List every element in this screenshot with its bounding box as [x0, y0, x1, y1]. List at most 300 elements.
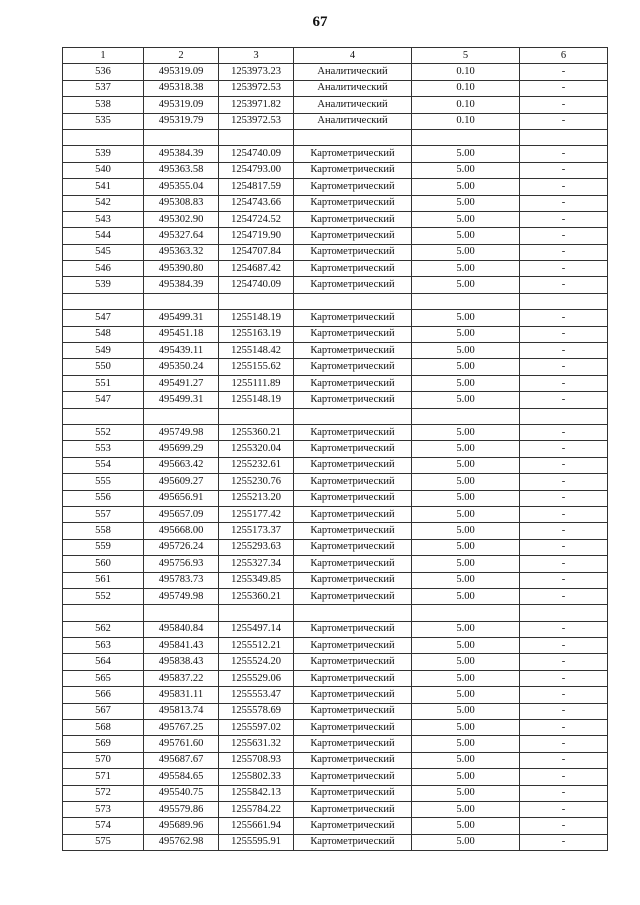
table-cell: [412, 293, 520, 309]
table-cell: 1255595.91: [219, 834, 294, 850]
table-cell: 5.00: [412, 818, 520, 834]
table-cell: Картометрический: [294, 474, 412, 490]
table-cell: 495749.98: [144, 424, 219, 440]
table-row: [63, 801, 608, 817]
table-cell: 5.00: [412, 654, 520, 670]
table-cell: 1255173.37: [219, 523, 294, 539]
coordinates-table: [62, 47, 608, 851]
table-header-row: [63, 48, 608, 64]
table-cell: Аналитический: [294, 64, 412, 80]
table-cell: 571: [63, 769, 144, 785]
table-cell: -: [520, 703, 608, 719]
table-row: [63, 359, 608, 375]
table-cell: -: [520, 506, 608, 522]
table-row: [63, 424, 608, 440]
table-cell: Картометрический: [294, 179, 412, 195]
table-cell: -: [520, 310, 608, 326]
table-cell: 495319.79: [144, 113, 219, 129]
table-row: [63, 539, 608, 555]
table-cell: 552: [63, 588, 144, 604]
column-header: 1: [63, 48, 144, 64]
table-cell: Картометрический: [294, 195, 412, 211]
table-cell: 495355.04: [144, 179, 219, 195]
table-cell: 538: [63, 97, 144, 113]
table-cell: 5.00: [412, 801, 520, 817]
table-cell: 495390.80: [144, 261, 219, 277]
table-cell: -: [520, 736, 608, 752]
table-cell: 495579.86: [144, 801, 219, 817]
column-header: 3: [219, 48, 294, 64]
table-cell: Аналитический: [294, 97, 412, 113]
table-cell: -: [520, 146, 608, 162]
table-cell: [219, 408, 294, 424]
table-cell: Картометрический: [294, 818, 412, 834]
table-cell: 495841.43: [144, 638, 219, 654]
table-cell: -: [520, 228, 608, 244]
table-cell: 557: [63, 506, 144, 522]
table-cell: -: [520, 80, 608, 96]
table-cell: 5.00: [412, 244, 520, 260]
table-cell: -: [520, 752, 608, 768]
table-cell: -: [520, 64, 608, 80]
table-cell: 566: [63, 687, 144, 703]
table-cell: 1255497.14: [219, 621, 294, 637]
table-row: [63, 474, 608, 490]
table-cell: [294, 408, 412, 424]
table-row: [63, 64, 608, 80]
table-cell: Картометрический: [294, 228, 412, 244]
table-cell: 495499.31: [144, 392, 219, 408]
table-cell: 1255232.61: [219, 457, 294, 473]
table-cell: -: [520, 818, 608, 834]
table-cell: 5.00: [412, 359, 520, 375]
table-row: [63, 195, 608, 211]
table-cell: Картометрический: [294, 162, 412, 178]
table-cell: 535: [63, 113, 144, 129]
table-cell: [144, 605, 219, 621]
table-row: [63, 211, 608, 227]
table-cell: 559: [63, 539, 144, 555]
table-cell: 495840.84: [144, 621, 219, 637]
table-cell: 495831.11: [144, 687, 219, 703]
table-cell: Аналитический: [294, 80, 412, 96]
table-cell: 495350.24: [144, 359, 219, 375]
table-cell: [520, 408, 608, 424]
table-cell: 495384.39: [144, 146, 219, 162]
table-cell: 568: [63, 720, 144, 736]
table-cell: 562: [63, 621, 144, 637]
table-cell: 547: [63, 392, 144, 408]
table-cell: [412, 129, 520, 145]
table-cell: 495756.93: [144, 556, 219, 572]
table-cell: 1254793.00: [219, 162, 294, 178]
table-cell: 495838.43: [144, 654, 219, 670]
table-cell: -: [520, 343, 608, 359]
table-cell: Картометрический: [294, 310, 412, 326]
table-cell: 541: [63, 179, 144, 195]
table-cell: -: [520, 375, 608, 391]
table-cell: 1254740.09: [219, 146, 294, 162]
table-cell: 539: [63, 277, 144, 293]
table-row: [63, 638, 608, 654]
page-number: 67: [312, 14, 328, 30]
table-cell: 495384.39: [144, 277, 219, 293]
table-cell: -: [520, 457, 608, 473]
table-row: [63, 818, 608, 834]
table-cell: 495749.98: [144, 588, 219, 604]
table-cell: Картометрический: [294, 769, 412, 785]
table-cell: 552: [63, 424, 144, 440]
table-cell: Картометрический: [294, 736, 412, 752]
table-cell: 495363.32: [144, 244, 219, 260]
table-cell: Картометрический: [294, 326, 412, 342]
table-cell: 574: [63, 818, 144, 834]
table-cell: Картометрический: [294, 375, 412, 391]
table-cell: 495663.42: [144, 457, 219, 473]
table-cell: Картометрический: [294, 244, 412, 260]
table-row: [63, 621, 608, 637]
table-cell: 0.10: [412, 80, 520, 96]
table-cell: 495540.75: [144, 785, 219, 801]
table-cell: 5.00: [412, 506, 520, 522]
table-cell: Картометрический: [294, 834, 412, 850]
table-cell: 544: [63, 228, 144, 244]
table-cell: [63, 129, 144, 145]
table-cell: 5.00: [412, 261, 520, 277]
table-cell: 5.00: [412, 556, 520, 572]
table-cell: 1255360.21: [219, 424, 294, 440]
table-cell: 551: [63, 375, 144, 391]
table-cell: 558: [63, 523, 144, 539]
table-cell: Картометрический: [294, 539, 412, 555]
table-cell: -: [520, 556, 608, 572]
table-cell: 495656.91: [144, 490, 219, 506]
table-body: [63, 64, 608, 851]
table-cell: 5.00: [412, 752, 520, 768]
table-cell: [63, 605, 144, 621]
table-cell: [63, 408, 144, 424]
table-cell: -: [520, 392, 608, 408]
table-cell: 1255213.20: [219, 490, 294, 506]
table-cell: 540: [63, 162, 144, 178]
table-row: [63, 277, 608, 293]
table-cell: 495767.25: [144, 720, 219, 736]
table-cell: 495657.09: [144, 506, 219, 522]
table-row: [63, 179, 608, 195]
table-row: [63, 80, 608, 96]
table-cell: Картометрический: [294, 490, 412, 506]
table-row: [63, 556, 608, 572]
table-cell: 5.00: [412, 588, 520, 604]
table-cell: 1254724.52: [219, 211, 294, 227]
table-cell: Картометрический: [294, 621, 412, 637]
table-cell: -: [520, 277, 608, 293]
table-cell: 570: [63, 752, 144, 768]
table-row: [63, 244, 608, 260]
table-cell: 1255349.85: [219, 572, 294, 588]
table-cell: Картометрический: [294, 556, 412, 572]
column-header: 2: [144, 48, 219, 64]
table-cell: [520, 293, 608, 309]
table-row: [63, 687, 608, 703]
table-cell: 549: [63, 343, 144, 359]
table-cell: 542: [63, 195, 144, 211]
table-row: [63, 228, 608, 244]
column-header: 4: [294, 48, 412, 64]
table-cell: Картометрический: [294, 457, 412, 473]
table-cell: 5.00: [412, 474, 520, 490]
table-cell: 5.00: [412, 211, 520, 227]
table-cell: 5.00: [412, 703, 520, 719]
table-cell: -: [520, 720, 608, 736]
table-cell: 1255360.21: [219, 588, 294, 604]
table-cell: Картометрический: [294, 703, 412, 719]
table-cell: 5.00: [412, 523, 520, 539]
table-cell: Картометрический: [294, 572, 412, 588]
table-row: [63, 457, 608, 473]
table-cell: [144, 293, 219, 309]
table-cell: 556: [63, 490, 144, 506]
table-cell: 548: [63, 326, 144, 342]
table-cell: 0.10: [412, 113, 520, 129]
table-cell: -: [520, 638, 608, 654]
table-row: [63, 97, 608, 113]
table-cell: 567: [63, 703, 144, 719]
table-cell: 495439.11: [144, 343, 219, 359]
table-cell: -: [520, 572, 608, 588]
table-cell: 5.00: [412, 490, 520, 506]
table-cell: -: [520, 785, 608, 801]
table-row: [63, 146, 608, 162]
table-cell: 563: [63, 638, 144, 654]
table-cell: -: [520, 211, 608, 227]
separator-row: [63, 408, 608, 424]
table-cell: 495319.09: [144, 97, 219, 113]
table-cell: 1255597.02: [219, 720, 294, 736]
table-cell: 495319.09: [144, 64, 219, 80]
table-cell: 560: [63, 556, 144, 572]
table-cell: Картометрический: [294, 146, 412, 162]
table-cell: 495363.58: [144, 162, 219, 178]
table-row: [63, 162, 608, 178]
table-cell: -: [520, 687, 608, 703]
table-cell: Картометрический: [294, 638, 412, 654]
table-row: [63, 343, 608, 359]
table-cell: 5.00: [412, 834, 520, 850]
table-cell: 543: [63, 211, 144, 227]
table-cell: 1255553.47: [219, 687, 294, 703]
separator-row: [63, 129, 608, 145]
table-cell: 495584.65: [144, 769, 219, 785]
table-cell: Картометрический: [294, 588, 412, 604]
table-cell: 1255842.13: [219, 785, 294, 801]
table-cell: 547: [63, 310, 144, 326]
table-cell: 5.00: [412, 638, 520, 654]
table-cell: [412, 408, 520, 424]
table-row: [63, 506, 608, 522]
table-cell: 5.00: [412, 769, 520, 785]
table-cell: 1255177.42: [219, 506, 294, 522]
separator-row: [63, 605, 608, 621]
table-cell: 546: [63, 261, 144, 277]
table-cell: 495302.90: [144, 211, 219, 227]
table-cell: 5.00: [412, 670, 520, 686]
table-cell: 495451.18: [144, 326, 219, 342]
table-cell: 564: [63, 654, 144, 670]
table-cell: 1255155.62: [219, 359, 294, 375]
table-cell: 537: [63, 80, 144, 96]
table-cell: 5.00: [412, 343, 520, 359]
table-cell: 1255524.20: [219, 654, 294, 670]
table-cell: 495762.98: [144, 834, 219, 850]
table-row: [63, 326, 608, 342]
table-cell: -: [520, 261, 608, 277]
table-cell: 1255230.76: [219, 474, 294, 490]
table-cell: 1253972.53: [219, 80, 294, 96]
table-cell: 5.00: [412, 572, 520, 588]
table-cell: -: [520, 424, 608, 440]
table-cell: Картометрический: [294, 392, 412, 408]
table-row: [63, 736, 608, 752]
table-cell: 0.10: [412, 64, 520, 80]
table-cell: Картометрический: [294, 523, 412, 539]
table-cell: Картометрический: [294, 785, 412, 801]
table-cell: 5.00: [412, 720, 520, 736]
table-cell: -: [520, 834, 608, 850]
table-cell: 1255163.19: [219, 326, 294, 342]
table-cell: -: [520, 179, 608, 195]
table-cell: 550: [63, 359, 144, 375]
table-cell: 495491.27: [144, 375, 219, 391]
table-cell: 1255111.89: [219, 375, 294, 391]
table-cell: Картометрический: [294, 654, 412, 670]
table-cell: [63, 293, 144, 309]
table-cell: 1255802.33: [219, 769, 294, 785]
table-cell: Аналитический: [294, 113, 412, 129]
table-cell: Картометрический: [294, 277, 412, 293]
table-cell: Картометрический: [294, 424, 412, 440]
table-cell: 495318.38: [144, 80, 219, 96]
table-cell: 495813.74: [144, 703, 219, 719]
table-cell: 1253972.53: [219, 113, 294, 129]
table-cell: Картометрический: [294, 441, 412, 457]
table-cell: [520, 605, 608, 621]
table-cell: -: [520, 801, 608, 817]
table-cell: [412, 605, 520, 621]
table-cell: Картометрический: [294, 261, 412, 277]
table-cell: -: [520, 326, 608, 342]
table-cell: [144, 408, 219, 424]
table-cell: 1255784.22: [219, 801, 294, 817]
table-cell: 1254817.59: [219, 179, 294, 195]
table-cell: 545: [63, 244, 144, 260]
table-cell: -: [520, 97, 608, 113]
table-cell: 539: [63, 146, 144, 162]
table-cell: Картометрический: [294, 801, 412, 817]
table-cell: -: [520, 670, 608, 686]
table-row: [63, 523, 608, 539]
table-cell: [294, 129, 412, 145]
table-cell: 5.00: [412, 375, 520, 391]
table-cell: 5.00: [412, 785, 520, 801]
table-row: [63, 572, 608, 588]
table-cell: 5.00: [412, 195, 520, 211]
table-row: [63, 654, 608, 670]
table-cell: [294, 293, 412, 309]
table-cell: 495609.27: [144, 474, 219, 490]
table-cell: Картометрический: [294, 720, 412, 736]
table-cell: 1255631.32: [219, 736, 294, 752]
table-row: [63, 720, 608, 736]
table-cell: 1255148.19: [219, 392, 294, 408]
table-cell: 5.00: [412, 457, 520, 473]
table-row: [63, 752, 608, 768]
table-cell: 495783.73: [144, 572, 219, 588]
table-cell: [219, 293, 294, 309]
table-cell: 5.00: [412, 310, 520, 326]
table-cell: 495687.67: [144, 752, 219, 768]
table-cell: 1255148.42: [219, 343, 294, 359]
table-cell: -: [520, 769, 608, 785]
table-cell: -: [520, 359, 608, 375]
table-cell: -: [520, 490, 608, 506]
table-cell: 1255529.06: [219, 670, 294, 686]
table-row: [63, 834, 608, 850]
table-cell: 5.00: [412, 326, 520, 342]
table-cell: 1255148.19: [219, 310, 294, 326]
table-cell: Картометрический: [294, 670, 412, 686]
table-row: [63, 310, 608, 326]
table-row: [63, 490, 608, 506]
table-cell: [219, 605, 294, 621]
table-cell: 1255320.04: [219, 441, 294, 457]
table-cell: 0.10: [412, 97, 520, 113]
table-cell: -: [520, 588, 608, 604]
table-cell: -: [520, 244, 608, 260]
table-cell: 5.00: [412, 228, 520, 244]
table-cell: 495761.60: [144, 736, 219, 752]
table-cell: 1253971.82: [219, 97, 294, 113]
column-header: 6: [520, 48, 608, 64]
table-cell: -: [520, 539, 608, 555]
table-cell: 5.00: [412, 621, 520, 637]
table-cell: 495499.31: [144, 310, 219, 326]
table-cell: 565: [63, 670, 144, 686]
table-cell: [520, 129, 608, 145]
table-cell: 1254707.84: [219, 244, 294, 260]
table-cell: Картометрический: [294, 506, 412, 522]
table-row: [63, 392, 608, 408]
table-cell: [219, 129, 294, 145]
table-row: [63, 670, 608, 686]
table-cell: 495327.64: [144, 228, 219, 244]
table-cell: 1255327.34: [219, 556, 294, 572]
column-header: 5: [412, 48, 520, 64]
table-cell: 5.00: [412, 539, 520, 555]
table-cell: 561: [63, 572, 144, 588]
table-cell: 573: [63, 801, 144, 817]
table-row: [63, 785, 608, 801]
table-cell: 572: [63, 785, 144, 801]
table-cell: 1254719.90: [219, 228, 294, 244]
table-cell: Картометрический: [294, 343, 412, 359]
table-cell: -: [520, 195, 608, 211]
table-row: [63, 261, 608, 277]
table-cell: 1255512.21: [219, 638, 294, 654]
table-cell: 1255293.63: [219, 539, 294, 555]
table-cell: 5.00: [412, 687, 520, 703]
table-cell: -: [520, 474, 608, 490]
